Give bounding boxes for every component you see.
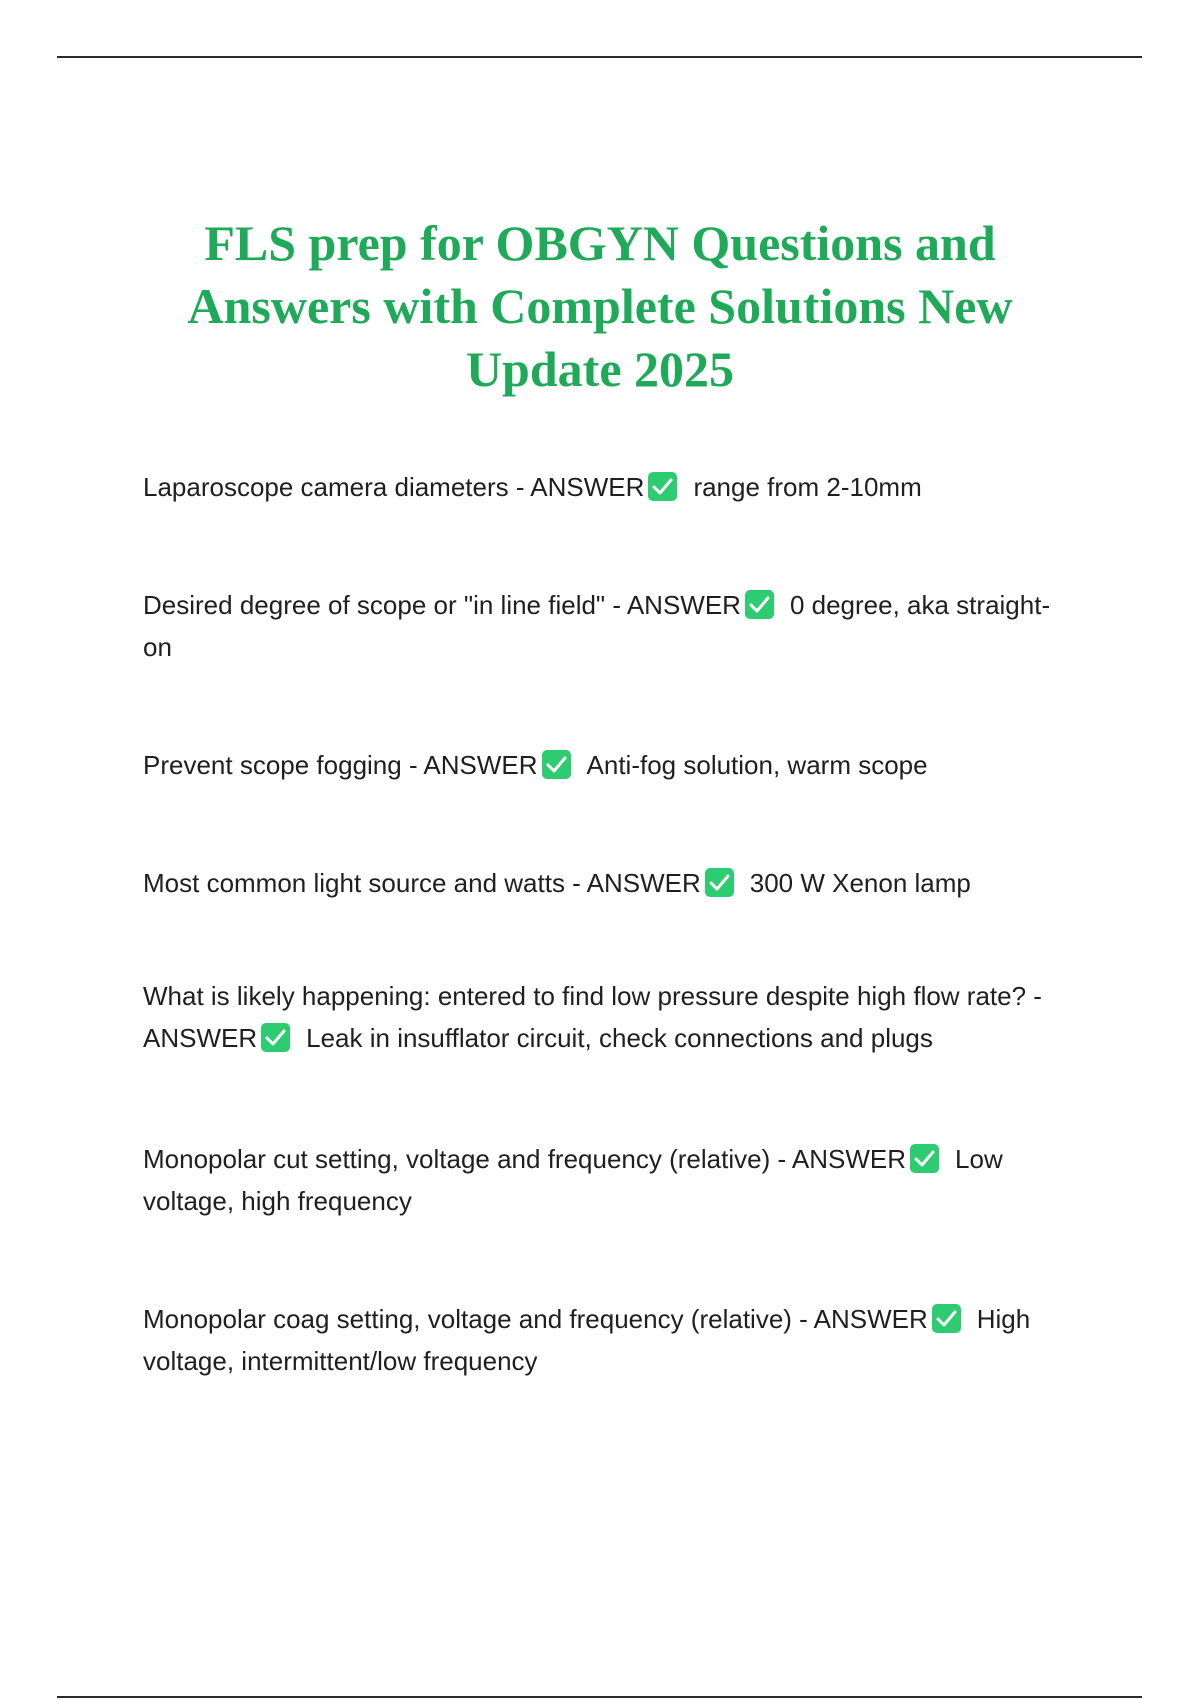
top-divider	[57, 56, 1142, 58]
answer-text: High voltage, intermittent/low frequency	[143, 1304, 1031, 1376]
question-text: Most common light source and watts - ANSWER	[143, 868, 701, 898]
bottom-divider	[57, 1696, 1142, 1698]
question-text: Desired degree of scope or "in line field" - ANSWER	[143, 590, 741, 620]
qa-item	[143, 1298, 1063, 1382]
qa-item	[143, 1138, 1063, 1222]
question-text: Monopolar coag setting, voltage and frequency (relative) - ANSWER	[143, 1304, 928, 1334]
answer-text: 0 degree, aka straight-on	[143, 590, 1051, 662]
qa-item	[143, 862, 1063, 904]
checkmark-icon	[261, 1023, 290, 1052]
checkmark-icon	[932, 1304, 961, 1333]
answer-text: range from 2-10mm	[693, 472, 922, 502]
qa-item	[143, 466, 1063, 508]
qa-item	[143, 744, 1063, 786]
checkmark-icon	[910, 1144, 939, 1173]
answer-text: 300 W Xenon lamp	[749, 868, 971, 898]
question-text: Laparoscope camera diameters - ANSWER	[143, 472, 645, 502]
checkmark-icon	[705, 868, 734, 897]
question-text: Prevent scope fogging - ANSWER	[143, 750, 538, 780]
question-text: What is likely happening: entered to find low pressure despite high flow rate? - ANSWER	[143, 981, 1042, 1053]
qa-item	[143, 975, 1063, 1059]
qa-item	[143, 584, 1063, 668]
question-text: Monopolar cut setting, voltage and frequency (relative) - ANSWER	[143, 1144, 907, 1174]
checkmark-icon	[648, 472, 677, 501]
qa-list	[143, 466, 1063, 1382]
answer-text: Anti-fog solution, warm scope	[586, 750, 928, 780]
answer-text: Leak in insufflator circuit, check connections and plugs	[306, 1023, 933, 1053]
checkmark-icon	[745, 590, 774, 619]
answer-text: Low voltage, high frequency	[143, 1144, 1003, 1216]
checkmark-icon	[542, 750, 571, 779]
document-title: FLS prep for OBGYN Questions and Answers with Complete Solutions New Update 2025	[187, 215, 1013, 397]
